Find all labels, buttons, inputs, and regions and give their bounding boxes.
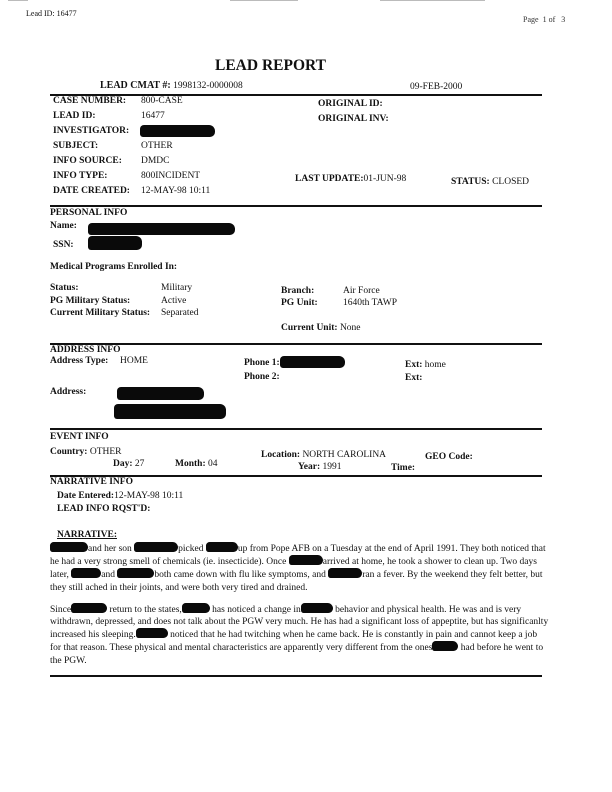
scan-artifact bbox=[230, 0, 298, 1]
day-value: 27 bbox=[134, 459, 145, 469]
pg-unit-value: 1640th TAWP bbox=[343, 298, 397, 308]
month-label: Month: bbox=[175, 459, 206, 469]
lead-info-rqstd-label: LEAD INFO RQST'D: bbox=[57, 504, 151, 514]
ssn-label: SSN: bbox=[53, 240, 74, 250]
address-type-label: Address Type: bbox=[50, 356, 109, 366]
location bbox=[261, 450, 386, 460]
address-type-value: HOME bbox=[120, 356, 148, 366]
date-entered-label: Date Entered: bbox=[57, 491, 115, 501]
redaction bbox=[134, 542, 178, 552]
divider bbox=[50, 428, 542, 430]
phone1-redaction bbox=[280, 356, 345, 368]
redaction bbox=[71, 603, 107, 613]
date-entered bbox=[57, 491, 183, 501]
narrative-body bbox=[50, 542, 550, 676]
narrative-text: had before he went to the PGW. bbox=[50, 643, 544, 666]
ext1-label: Ext: bbox=[405, 360, 423, 370]
country bbox=[50, 447, 122, 457]
page-total: 3 bbox=[561, 15, 566, 24]
status-value: CLOSED bbox=[492, 177, 530, 187]
month bbox=[175, 459, 218, 469]
date-created-value: 12-MAY-98 10:11 bbox=[141, 186, 211, 196]
status-label: STATUS: bbox=[451, 177, 490, 187]
redaction bbox=[301, 603, 333, 613]
ext1 bbox=[405, 360, 446, 370]
event-info-heading: EVENT INFO bbox=[50, 432, 109, 442]
geo-code-label: GEO Code: bbox=[425, 452, 473, 462]
current-unit-label: Current Unit: bbox=[281, 323, 338, 333]
pg-military-status-value: Active bbox=[161, 296, 187, 306]
narrative-text: and her son bbox=[88, 544, 132, 554]
redaction bbox=[136, 628, 168, 638]
pg-military-status-label: PG Military Status: bbox=[50, 296, 131, 306]
cmat-value: 1998132-0000008 bbox=[173, 81, 243, 91]
info-type-label: INFO TYPE: bbox=[53, 171, 108, 181]
scan-artifact bbox=[8, 0, 28, 1]
year bbox=[298, 462, 342, 472]
current-unit-value: None bbox=[339, 323, 361, 333]
date-created-label: DATE CREATED: bbox=[53, 186, 130, 196]
redaction bbox=[432, 641, 458, 651]
day-label: Day: bbox=[113, 459, 133, 469]
page-title: LEAD REPORT bbox=[215, 57, 326, 74]
subject-label: SUBJECT: bbox=[53, 141, 99, 151]
mil-status-label: Status: bbox=[50, 283, 79, 293]
redaction bbox=[206, 542, 238, 552]
report-date: 09-FEB-2000 bbox=[410, 82, 463, 92]
redaction bbox=[117, 568, 154, 578]
narrative-text: picked bbox=[178, 544, 204, 554]
address-line1-redaction bbox=[117, 387, 204, 400]
time-label: Time: bbox=[391, 463, 416, 473]
location-value: NORTH CAROLINA bbox=[302, 450, 387, 460]
narrative-paragraph-1 bbox=[50, 542, 550, 594]
redaction bbox=[50, 542, 88, 552]
info-source-label: INFO SOURCE: bbox=[53, 156, 122, 166]
name-label: Name: bbox=[50, 221, 77, 231]
narrative-text: arrived at home, he took a shower to clean up. Two days later, bbox=[50, 557, 537, 581]
personal-info-heading: PERSONAL INFO bbox=[50, 208, 128, 218]
cmat-label: LEAD CMAT #: bbox=[100, 80, 171, 91]
narrative-text: ran a fever. By the weekend they felt better, but they still ached in their joints, and were both very tired and drained. bbox=[50, 570, 543, 593]
narrative-text: return to the states, bbox=[109, 604, 182, 615]
narrative-text: Since bbox=[50, 604, 72, 615]
ext1-value: home bbox=[424, 360, 446, 370]
phone2-label: Phone 2: bbox=[244, 372, 280, 382]
divider bbox=[50, 205, 542, 207]
phone1-label: Phone 1: bbox=[244, 358, 280, 368]
investigator-label: INVESTIGATOR: bbox=[53, 126, 130, 136]
day bbox=[113, 459, 144, 469]
page-current: 1 bbox=[542, 15, 547, 24]
info-source-value: DMDC bbox=[141, 156, 170, 166]
page-lead-id: Lead ID: 16477 bbox=[26, 9, 77, 18]
ext2-label: Ext: bbox=[405, 373, 423, 383]
original-inv-label: ORIGINAL INV: bbox=[318, 114, 389, 124]
month-value: 04 bbox=[208, 459, 218, 469]
date-entered-value: 12-MAY-98 10:11 bbox=[114, 491, 184, 501]
medical-programs-label: Medical Programs Enrolled In: bbox=[50, 262, 178, 272]
redaction bbox=[328, 568, 362, 578]
narrative-paragraph-2 bbox=[50, 603, 550, 667]
year-label: Year: bbox=[298, 462, 321, 472]
address-label: Address: bbox=[50, 387, 87, 397]
redaction bbox=[289, 555, 323, 565]
location-label: Location: bbox=[261, 450, 301, 460]
scan-artifact bbox=[380, 0, 485, 1]
branch-value: Air Force bbox=[343, 286, 380, 296]
ssn-redaction bbox=[88, 236, 142, 250]
case-number-label: CASE NUMBER: bbox=[53, 96, 127, 106]
address-line2-redaction bbox=[114, 404, 226, 419]
country-value: OTHER bbox=[89, 447, 122, 457]
investigator-redaction bbox=[140, 125, 215, 137]
status bbox=[451, 177, 529, 187]
year-value: 1991 bbox=[322, 462, 342, 472]
subject-value: OTHER bbox=[141, 141, 173, 151]
narrative-text: behavior and physical health. He was and is very withdrawn, depressed, and does not talk about the PGW very much. He has had a significant loss of appeptite, but has significanlty increased his sleeping. bbox=[50, 604, 549, 641]
narrative-text: noticed that he had twitching when he came back. He is constantly in pain and cannot keep a job for that reason. These physical and mental characteristics are apparently very different from the ones bbox=[50, 630, 538, 654]
info-type-value: 800INCIDENT bbox=[141, 171, 201, 181]
narrative-text: has noticed a change in bbox=[212, 604, 301, 615]
lead-id-label: LEAD ID: bbox=[53, 111, 96, 121]
country-label: Country: bbox=[50, 447, 88, 457]
current-military-status-label: Current Military Status: bbox=[50, 308, 151, 318]
last-update bbox=[295, 174, 406, 184]
divider bbox=[50, 343, 542, 345]
narrative-text: both came down with flu like symptoms, and bbox=[154, 570, 326, 581]
redaction bbox=[182, 603, 210, 613]
page-of: of bbox=[548, 15, 556, 24]
name-redaction bbox=[88, 223, 235, 235]
last-update-label: LAST UPDATE: bbox=[295, 174, 364, 184]
mil-status-value: Military bbox=[161, 283, 193, 293]
pg-unit-label: PG Unit: bbox=[281, 298, 318, 308]
narrative-info-heading: NARRATIVE INFO bbox=[50, 477, 133, 487]
narrative-text: and bbox=[101, 570, 115, 581]
redaction bbox=[71, 568, 101, 578]
narrative-label: NARRATIVE: bbox=[57, 530, 117, 540]
lead-id-value: 16477 bbox=[141, 111, 165, 121]
divider bbox=[50, 675, 542, 677]
original-id-label: ORIGINAL ID: bbox=[318, 99, 383, 109]
page-number bbox=[523, 15, 565, 24]
branch-label: Branch: bbox=[281, 286, 315, 296]
address-info-heading: ADDRESS INFO bbox=[50, 345, 121, 355]
cmat-number bbox=[100, 80, 243, 91]
last-update-value: 01-JUN-98 bbox=[363, 174, 407, 184]
current-military-status-value: Separated bbox=[161, 308, 199, 318]
case-number-value: 800-CASE bbox=[141, 96, 183, 106]
current-unit bbox=[281, 323, 361, 333]
page-label: Page bbox=[523, 15, 539, 24]
narrative-text: up from Pope AFB on a Tuesday at the end of April 1991. They both noticed that he had a very strong smell of chemicals (ie. insecticide). Once bbox=[50, 544, 546, 568]
